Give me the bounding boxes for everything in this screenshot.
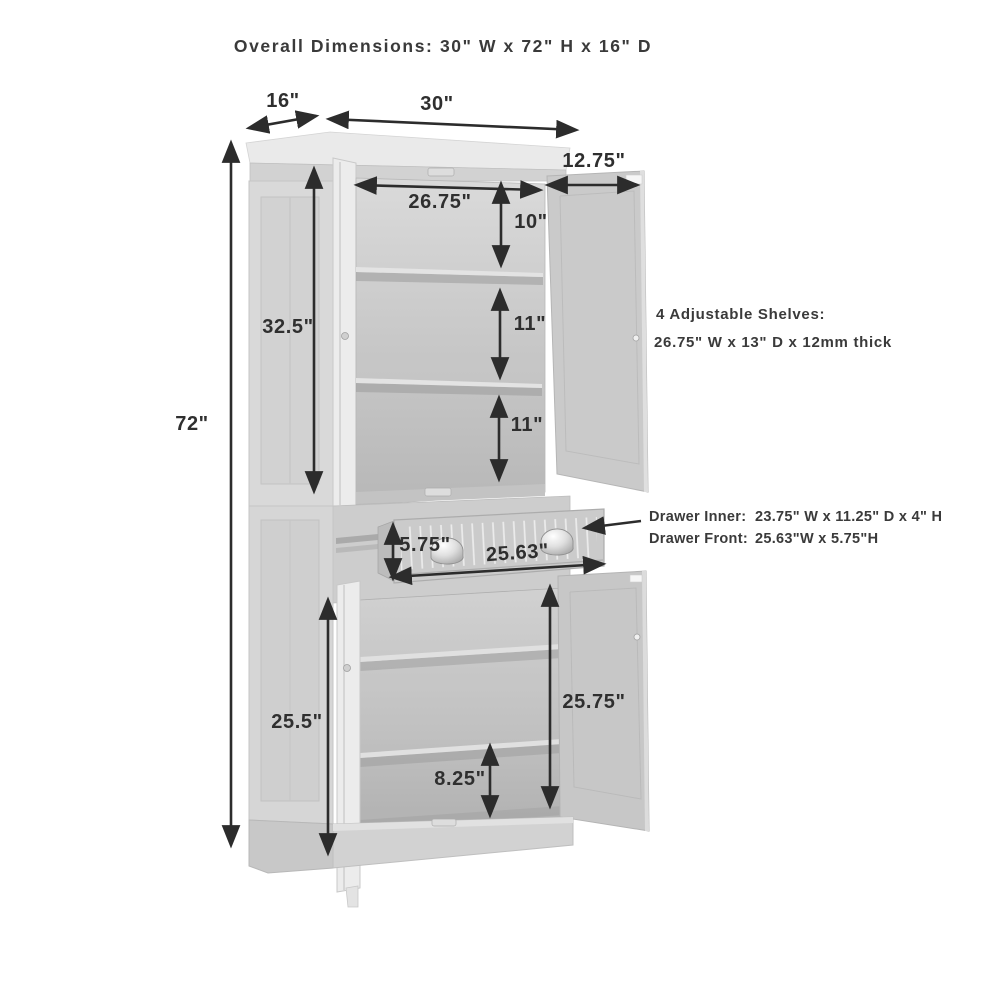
label-width: 30" <box>420 93 454 115</box>
arrow-width-30 <box>329 119 576 130</box>
note-drawer-front-label: Drawer Front: <box>649 531 748 547</box>
brand-badge-middle <box>425 488 451 496</box>
note-drawer-inner-value: 23.75" W x 11.25" D x 4" H <box>755 509 943 525</box>
note-drawer-inner-label: Drawer Inner: <box>649 509 747 525</box>
lower-right-door-knob <box>634 634 640 640</box>
label-overall-height: 72" <box>175 413 209 435</box>
upper-right-door-knob <box>633 335 639 341</box>
label-lower-interior-height: 25.75" <box>562 691 626 713</box>
label-drawer-front-height: 5.75" <box>399 534 451 556</box>
note-adjustable-shelves-title: 4 Adjustable Shelves: <box>656 306 826 323</box>
label-bottom-shelf-gap: 8.25" <box>434 768 486 790</box>
brand-badge-top <box>428 168 454 176</box>
lower-left-door-knob <box>344 665 351 672</box>
label-drawer-front-width: 25.63" <box>485 539 550 567</box>
upper-left-door-knob <box>342 333 349 340</box>
upper-right-door <box>547 171 648 492</box>
lower-left-door-foot <box>346 886 358 907</box>
label-depth: 16" <box>266 90 300 112</box>
label-top-shelf-gap: 10" <box>514 211 548 233</box>
cabinet-illustration <box>246 132 649 907</box>
label-lower-cabinet-height: 25.5" <box>271 711 323 733</box>
note-drawer-front-value: 25.63"W x 5.75"H <box>755 531 879 547</box>
note-adjustable-shelves-spec: 26.75" W x 13" D x 12mm thick <box>654 334 892 351</box>
lower-interior <box>360 588 563 835</box>
label-lower-shelf-gap: 11" <box>510 414 544 436</box>
base-left <box>249 820 333 873</box>
page-title: Overall Dimensions: 30" W x 72" H x 16" D <box>233 36 653 56</box>
label-upper-cabinet-height: 32.5" <box>262 316 314 338</box>
label-middle-shelf-gap: 11" <box>513 313 547 335</box>
lower-right-door-label <box>630 575 642 582</box>
drawer-side <box>378 521 394 581</box>
upper-left-door <box>333 158 356 506</box>
label-door-width: 12.75" <box>562 150 626 172</box>
label-interior-width: 26.75" <box>408 191 472 213</box>
upper-right-door-label <box>626 175 642 184</box>
arrow-depth-16 <box>249 116 316 128</box>
brand-badge-bottom <box>432 819 456 826</box>
